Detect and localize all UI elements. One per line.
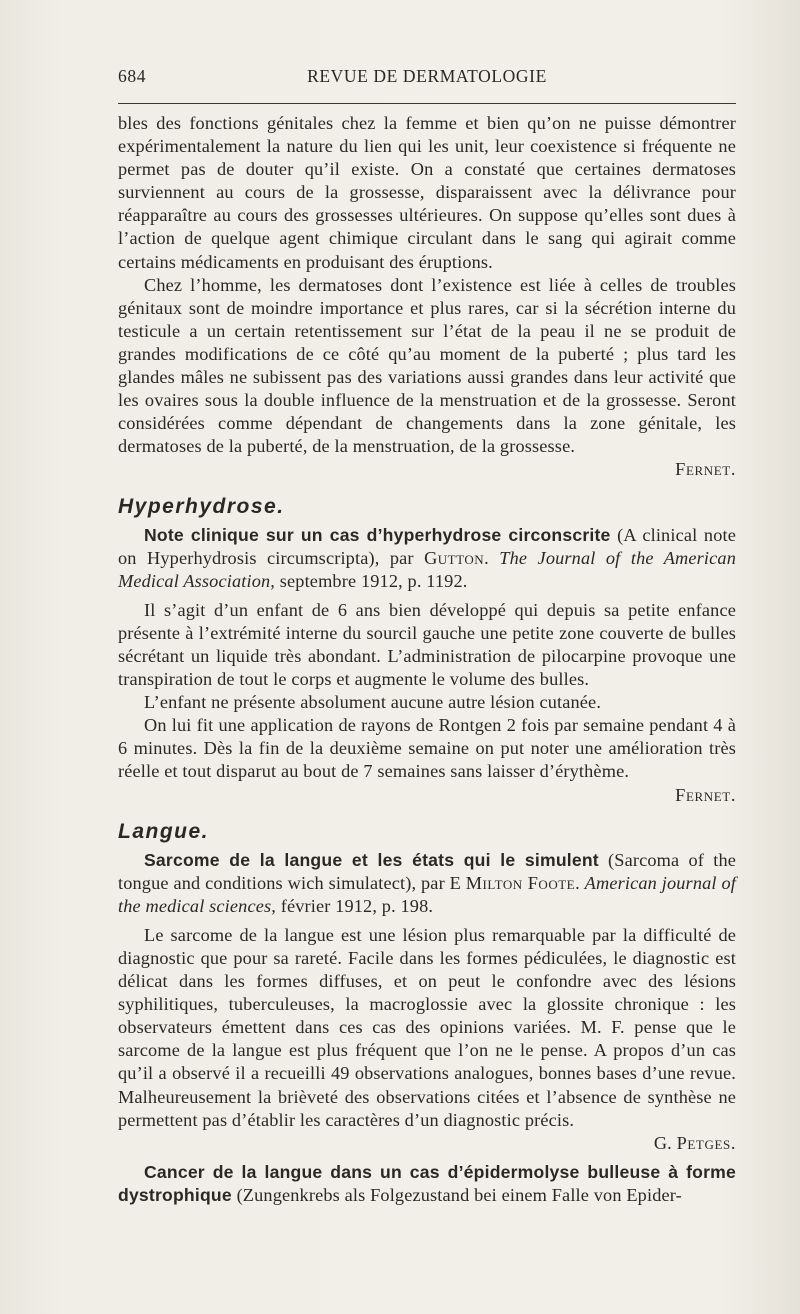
entry-title: Sarcome de la langue et les états qui le simulent: [144, 849, 599, 870]
entry-title: Cancer de la langue dans un cas d’épidermolyse bulleuse à forme dystrophique: [118, 1161, 736, 1205]
entry-ref: septembre 1912, p. 1192.: [275, 570, 468, 591]
entry-journal: The Journal of the American Medical Association,: [118, 547, 736, 591]
entry-hyperhydrose: [118, 524, 736, 593]
intro-paragraph-2-text: Chez l’homme, les dermatoses dont l’existence est liée à celles de troubles génitaux sont de moindre importance et plus rares, car si la sécrétion interne du testicule a un certain retentissement sur l’état de la peau il ne se produit de grandes modifications de ce côté qu’au moment de la puberté ; plus tard les glandes mâles ne subissent pas des variations aussi grandes dans leur activité que les ovaires sous la double influence de la menstruation et de la grossesse. Seront considérées comme dépendant de changements dans la zone génitale, les dermatoses de la puberté, de la menstruation, de la grossesse.: [118, 274, 736, 457]
paragraph-text: L’enfant ne présente absolument aucune autre lésion cutanée.: [144, 692, 602, 713]
signature-name: Fernet.: [675, 784, 736, 805]
paragraph-text: Il s’agit d’un enfant de 6 ans bien développé qui depuis sa petite enfance présente à l’extrémité interne du sourcil gauche une petite zone couverte de bulles sécrétant un liquide très abondant. L’administration de pilocarpine provoque une transpiration de tout le corps et augmente le volume des bulles.: [118, 599, 736, 690]
sarcome-paragraph-1: [118, 924, 736, 1132]
entry-sarcome: [118, 849, 736, 918]
page-number: 684: [118, 66, 147, 86]
entry-author: Milton Foote: [465, 872, 576, 893]
page-header: [118, 66, 736, 90]
hyperhydrose-paragraph-1: [118, 599, 736, 691]
hyperhydrose-paragraph-2: [118, 691, 736, 714]
entry-ref: (Zungenkrebs als Folgezustand bei einem Falle von Epider-: [231, 1184, 682, 1205]
entry-journal: American journal of the medical sciences,: [118, 872, 736, 916]
entry-ref: .: [575, 872, 585, 893]
intro-paragraph-2: [118, 274, 736, 459]
signature-fernet-2: [118, 784, 736, 807]
hyperhydrose-paragraph-3: [118, 714, 736, 783]
entry-cancer: [118, 1161, 736, 1207]
header-rule: [118, 103, 736, 104]
paragraph-text: Le sarcome de la langue est une lésion plus remarquable par la difficulté de diagnostic que pour sa rareté. Facile dans les formes pédiculées, le diagnostic est délicat dans les formes diffuses, et on peut le confondre avec des lésions syphilitiques, tuberculeuses, la macroglossie avec la glossite chronique : les observateurs émettent dans ces cas des opinions variées. M. F. pense que le sarcome de la langue est plus fréquent que l’on ne le pense. A propos d’un cas qu’il a observé il a recueilli 49 observations analogues, bonnes bases d’une revue. Malheureusement la brièveté des observations citées et l’absence de synthèse ne permettent pas d’établir les caractères d’un diagnostic précis.: [118, 924, 736, 1130]
entry-ref: (A clinical note on Hyperhydrosis circumscripta), par: [118, 524, 736, 568]
signature-name: Fernet.: [675, 459, 736, 480]
running-title: REVUE DE DERMATOLOGIE: [307, 66, 547, 86]
entry-author: Gutton: [424, 547, 485, 568]
intro-paragraph-1: bles des fonctions génitales chez la femme et bien qu’on ne puisse démontrer expérimentalement la nature du lien qui les unit, leur coexistence si fréquente ne permet pas de douter qu’il existe. On a constaté que certaines dermatoses surviennent au cours de la grossesse, disparaissent avec la délivrance pour réapparaître au cours des grossesses ultérieures. On suppose qu’elles sont dues à l’action de quelque agent chimique circulant dans le sang qui agirait comme certains médicaments en produisant des éruptions.: [118, 113, 736, 272]
section-heading-langue: Langue.: [118, 819, 210, 843]
entry-title: Note clinique sur un cas d’hyperhydrose circonscrite: [144, 524, 611, 545]
signature-petges: [118, 1132, 736, 1155]
signature-initial: G.: [653, 1132, 677, 1153]
section-heading-hyperhydrose: Hyperhydrose.: [118, 494, 285, 518]
signature-fernet-1: [118, 458, 736, 481]
entry-ref: (Sarcoma of the tongue and conditions wich simulatect), par E: [118, 849, 736, 893]
signature-name: Petges.: [676, 1132, 736, 1153]
entry-ref: février 1912, p. 198.: [275, 895, 434, 916]
entry-ref: .: [484, 547, 500, 568]
paragraph-text: On lui fit une application de rayons de Rontgen 2 fois par semaine pendant 4 à 6 minutes. Dès la fin de la deuxième semaine on put noter une amélioration très réelle et tout disparut au bout de 7 semaines sans laisser d’érythème.: [118, 715, 736, 782]
body-text: [118, 112, 736, 1207]
